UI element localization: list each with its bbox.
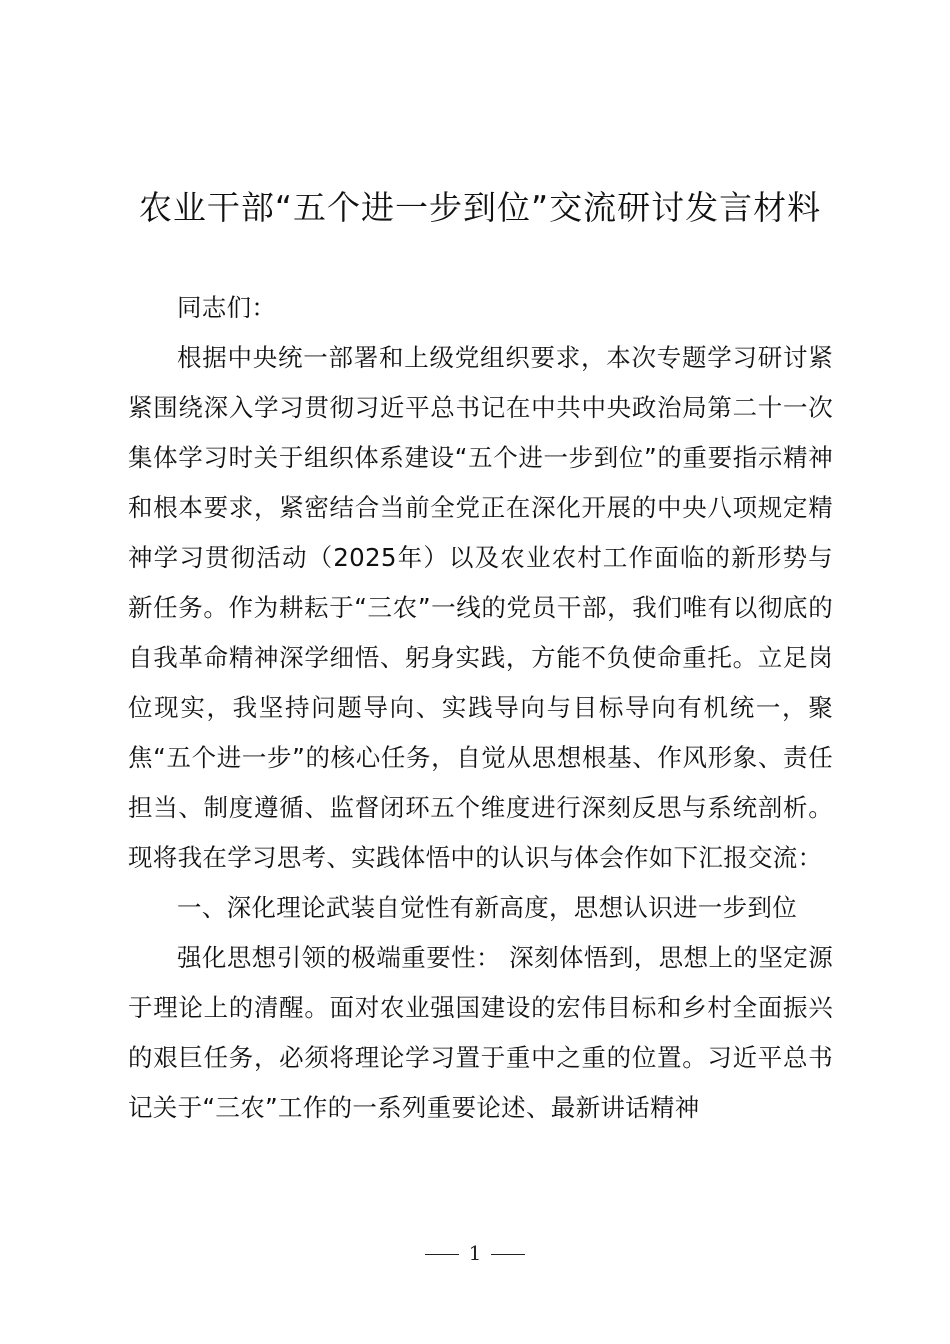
intro-paragraph: 根据中央统一部署和上级党组织要求，本次专题学习研讨紧紧围绕深入学习贯彻习近平总书记在中共中央政治局第二十一次集体学习时关于组织体系建设“五个进一步到位”的重要指示精神和根本要求，紧密结合当前全党正在深化开展的中央八项规定精神学习贯彻活动（2025年）以及农业农村工作面临的新形势与新任务。作为耕耘于“三农”一线的党员干部，我们唯有以彻底的自我革命精神深学细悟、躬身实践，方能不负使命重托。立足岗位现实，我坚持问题导向、实践导向与目标导向有机统一，聚焦“五个进一步”的核心任务，自觉从思想根基、作风形象、责任担当、制度遵循、监督闭环五个维度进行深刻反思与系统剖析。现将我在学习思考、实践体悟中的认识与体会作如下汇报交流： xyxy=(128,343,833,872)
document-title: 农业干部“五个进一步到位”交流研讨发言材料 xyxy=(138,188,822,227)
document-body xyxy=(128,283,833,1133)
salutation: 同志们： xyxy=(177,293,277,322)
footer-dash-left xyxy=(425,1254,459,1255)
footer-dash-right xyxy=(491,1254,525,1255)
section-heading: 一、深化理论武装自觉性有新高度，思想认识进一步到位 xyxy=(177,893,797,922)
page-footer xyxy=(0,1238,950,1268)
section-paragraph: 强化思想引领的极端重要性： 深刻体悟到，思想上的坚定源于理论上的清醒。面对农业强国建设的宏伟目标和乡村全面振兴的艰巨任务，必须将理论学习置于重中之重的位置。习近平总书记关于“三农”工作的一系列重要论述、最新讲话精神 xyxy=(128,943,833,1122)
page-number: 1 xyxy=(468,1241,482,1265)
